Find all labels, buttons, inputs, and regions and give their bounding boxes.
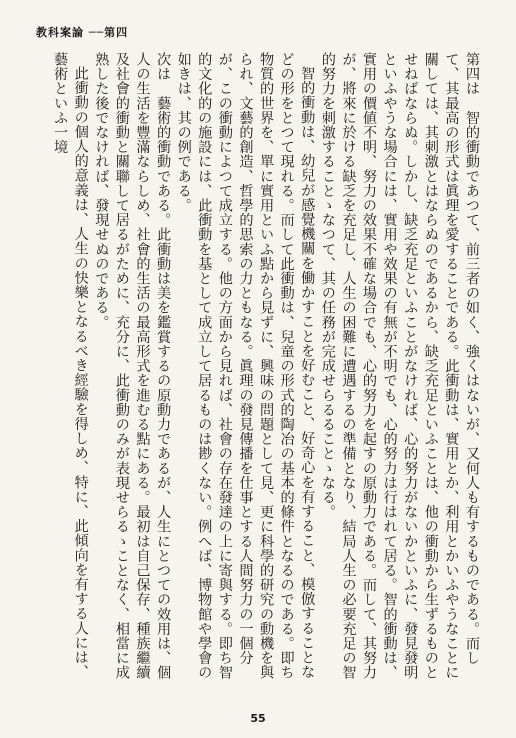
paragraph-artistic-impulse: 次は 藝術的衝動である。此衝動は美を鑑賞するの原動力であるが、人生にとつての效用は、個人の生活を豐滿ならしめ、社會的生活の最高形式を進むる點にある。最初は自己保存、種族繼續及社會的衝動と關聯して居るがために、充分に、此衝動のみが表現せらるゝことなく、相當に成熟した後でなければ、發現せぬのである。 (93, 52, 172, 680)
paragraph-individual-meaning: 此衝動の個人的意義は、人生の快樂となるべき經驗を得しめ、特に、此傾向を有する人には、藝術といふ一境 (52, 52, 89, 680)
paragraph-intellectual-impulse: 第四は 智的衝動であつて、前三者の如く、強くはないが、又何人も有するものである。而して、其最高の形式は眞理を愛することである。此衝動は、實用とか、利用とかいふやうなことに關しては、其刺激とはならぬのであるから、缺乏充足といふことは、他の衝動から生ずるものとせねばならぬ。しかし、缺乏充足といふことがなければ、心的努力がないかといふに、發見發明といふやうな場合には、實用や效果の有無が不明でも、心的努力は行はれて居る。智的衝動は、實用の價値不明、努力の效果不確な場合でも、心的努力を起すの原動力である。而して、其努力が、將來に於ける缺乏を充足し、人生の困難に遭遇するの準備となり、結局人生の必要充足の智的努力を刺激することゝなつて、其の任務が完成せらるることゝなる。 (319, 52, 480, 680)
body-text (36, 52, 482, 692)
paragraph-intellectual-expression: 智的衝動は、幼兒が感覺機關を働かすことを好むこと、好奇心を有すること、模倣することなどの形をとつて現れる。而して此衝動は、兒童の形式的陶冶の基本的條件となるのである。即ち物質的世界を、單に實用といふ點から見ずに、興味の問題として見、更に科學的研究の動機を與られ、文藝的創造、哲學的思索の力ともなる。眞理の發見傳播を仕事とする人間努力の一個分が、この衝動によつて成立する。他の方面から見れば、社會の存在發達の上に寄與する。即ち智的文化的の施設には、此衝動を基として成立して居るものは尠くない。例へば、博物館や學會の如きは、其の例である。 (175, 52, 316, 680)
running-header: 教科案論 ──第四 (36, 26, 129, 39)
page-number: 55 (250, 712, 266, 725)
